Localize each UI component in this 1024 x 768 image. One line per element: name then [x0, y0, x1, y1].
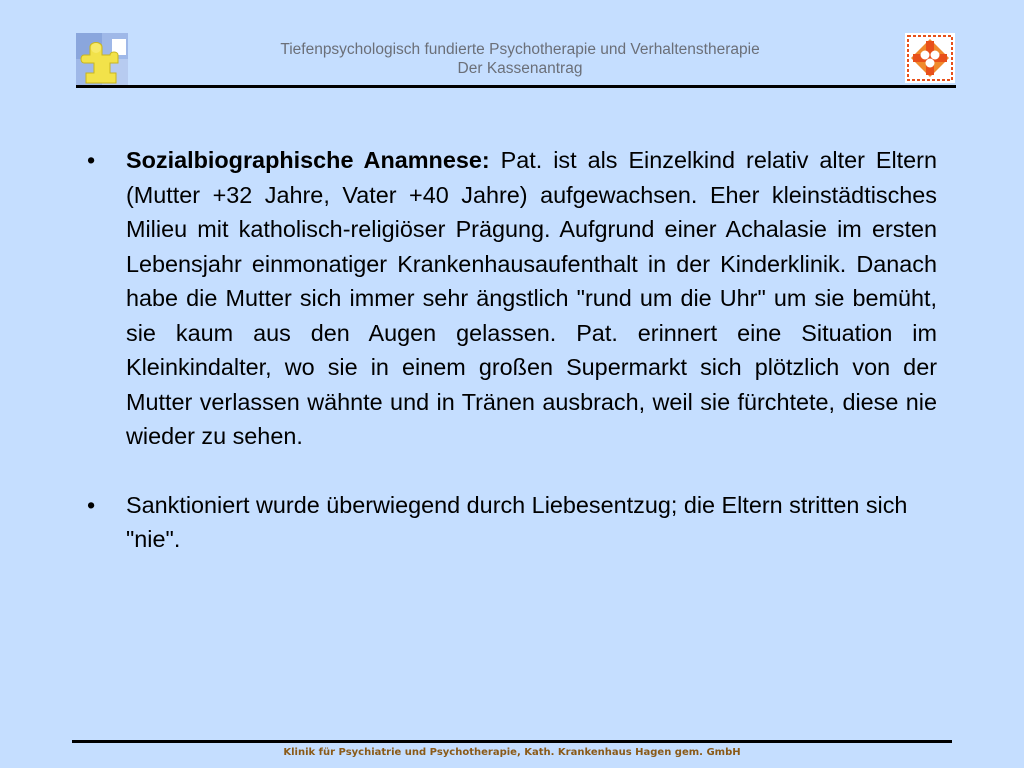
footer-text: Klinik für Psychiatrie und Psychotherapie, Kath. Krankenhaus Hagen gem. GmbH [283, 747, 741, 758]
bullet-marker: • [87, 491, 96, 518]
footer-divider [72, 740, 952, 743]
bullet-lead-heading: Sozialbiographische Anamnese: [126, 147, 490, 173]
header-divider [76, 85, 956, 88]
bullet-text: Sanktioniert wurde überwiegend durch Liebesentzug; die Eltern stritten sich "nie". [126, 491, 908, 552]
bullet-marker: • [87, 147, 96, 173]
bullet-item-anamnese [86, 143, 937, 454]
cross-emblem-icon [905, 33, 955, 83]
bullet-text: Pat. ist als Einzelkind relativ alter Eltern (Mutter +32 Jahre, Vater +40 Jahre) aufgewachsen. Eher kleinstädtisches Milieu mit katholisch-religiöser Prägung. Aufgrund einer Achalasie im ersten Lebensjahr einmonatiger Krankenhausaufenthalt in der Kinderklinik. Danach habe die Mutter sich immer sehr ängstlich "rund um die Uhr" um sie bemüht, sie kaum aus den Augen gelassen. Pat. erinnert eine Situation im Kleinkindalter, wo sie in einem großen Supermarkt sich plötzlich von der Mutter verlassen wähnte und in Tränen ausbrach, weil sie fürchtete, diese nie wieder zu sehen. [126, 147, 937, 449]
puzzle-figure-icon [76, 33, 128, 85]
bullet-item-sanktionen [86, 488, 937, 557]
slide-content [86, 143, 937, 557]
page-title [150, 40, 890, 78]
header-title-line-1: Tiefenpsychologisch fundierte Psychotherapie und Verhaltenstherapie [280, 41, 760, 58]
header-title-line-2: Der Kassenantrag [457, 60, 583, 77]
